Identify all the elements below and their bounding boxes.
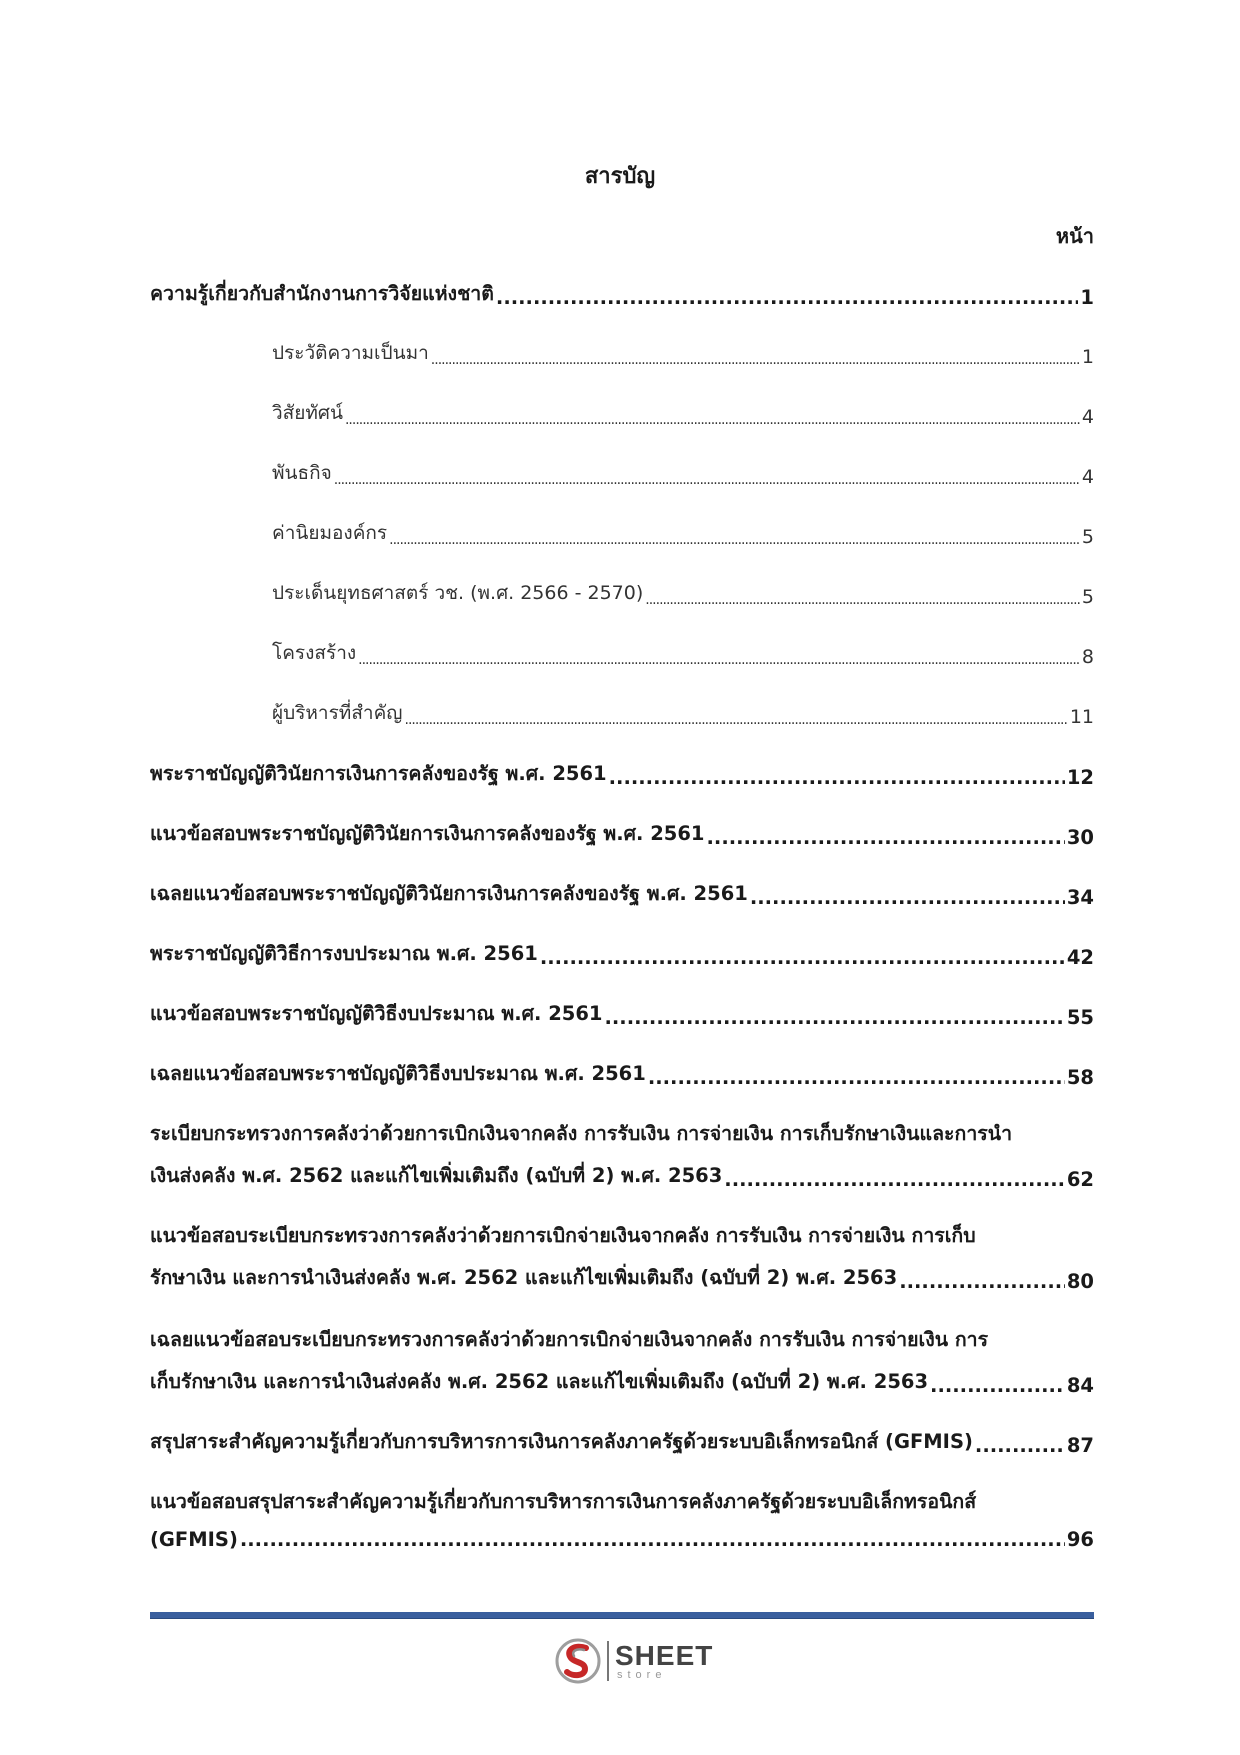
toc-entry-title: เฉลยแนวข้อสอบพระราชบัญญัติวิธีงบประมาณ พ.ศ. 2561 xyxy=(150,1062,646,1085)
toc-entry[interactable] xyxy=(150,278,1094,309)
toc-entry-title: ประเด็นยุทธศาสตร์ วช. (พ.ศ. 2566 - 2570) xyxy=(272,582,644,604)
toc-entry-page: 5 xyxy=(1081,526,1094,548)
toc-entry-page: 4 xyxy=(1081,406,1094,428)
toc-entry-title: ความรู้เกี่ยวกับสำนักงานการวิจัยแห่งชาติ xyxy=(150,282,494,305)
toc-entry-page: 8 xyxy=(1081,646,1094,668)
toc-entry-page: 84 xyxy=(1066,1374,1094,1397)
toc-entry-title-line1: แนวข้อสอบระเบียบกระทรวงการคลังว่าด้วยการเบิกจ่ายเงินจากคลัง การรับเงิน การจ่ายเงิน การเก็บ xyxy=(150,1224,976,1247)
logo-separator xyxy=(607,1641,609,1681)
toc-entry-title: รักษาเงิน และการนำเงินส่งคลัง พ.ศ. 2562 และแก้ไขเพิ่มเติมถึง (ฉบับที่ 2) พ.ศ. 2563 xyxy=(150,1266,898,1289)
toc-entry-title: แนวข้อสอบพระราชบัญญัติวินัยการเงินการคลังของรัฐ พ.ศ. 2561 xyxy=(150,822,705,845)
toc-entry-title-line1: ระเบียบกระทรวงการคลังว่าด้วยการเบิกเงินจากคลัง การรับเงิน การจ่ายเงิน การเก็บรักษาเงินและการนำ xyxy=(150,1122,1013,1145)
toc-leader-dots xyxy=(389,532,1080,548)
toc-entry-title: พันธกิจ xyxy=(272,462,332,484)
toc-entry-title: เฉลยแนวข้อสอบพระราชบัญญัติวินัยการเงินการคลังของรัฐ พ.ศ. 2561 xyxy=(150,882,748,905)
toc-leader-dots xyxy=(431,352,1080,368)
toc-leader-dots xyxy=(645,592,1080,608)
toc-entry-page: 1 xyxy=(1080,286,1094,309)
toc-entry-page: 42 xyxy=(1066,946,1094,969)
toc-entry-page: 34 xyxy=(1066,886,1094,909)
page-title: สารบัญ xyxy=(584,164,656,189)
toc-entry-title: พระราชบัญญัติวิธีการงบประมาณ พ.ศ. 2561 xyxy=(150,942,538,965)
footer-divider xyxy=(150,1612,1094,1619)
toc-leader-dots xyxy=(899,1270,1065,1293)
toc-entry-title: เก็บรักษาเงิน และการนำเงินส่งคลัง พ.ศ. 2562 และแก้ไขเพิ่มเติมถึง (ฉบับที่ 2) พ.ศ. 2563 xyxy=(150,1370,929,1393)
toc-subentry[interactable] xyxy=(150,698,1094,728)
toc-entry-page: 1 xyxy=(1081,346,1094,368)
toc-entry-page: 4 xyxy=(1081,466,1094,488)
toc-leader-dots xyxy=(345,412,1080,428)
toc-entry-title: สรุปสาระสำคัญความรู้เกี่ยวกับการบริหารการเงินการคลังภาครัฐด้วยระบบอิเล็กทรอนิกส์ (GFMIS) xyxy=(150,1430,973,1453)
toc-entry[interactable] xyxy=(150,998,1094,1029)
toc-leader-dots xyxy=(724,1168,1065,1191)
toc-leader-dots xyxy=(707,826,1065,849)
toc-entry-page: 30 xyxy=(1066,826,1094,849)
toc-subentry[interactable] xyxy=(150,518,1094,548)
toc-entry-page: 62 xyxy=(1066,1168,1094,1191)
toc-entry-page: 12 xyxy=(1066,766,1094,789)
toc-entry-title: ประวัติความเป็นมา xyxy=(272,342,429,364)
toc-entry[interactable] xyxy=(150,1262,1094,1293)
sheet-store-logo-icon xyxy=(555,1636,601,1686)
logo-subword: store xyxy=(617,1668,667,1681)
logo-text xyxy=(615,1639,714,1681)
toc-leader-dots xyxy=(930,1374,1065,1397)
toc-entry-title: โครงสร้าง xyxy=(272,642,357,664)
toc-entry-page: 5 xyxy=(1081,586,1094,608)
toc-leader-dots xyxy=(405,712,1068,728)
toc-entry-page: 55 xyxy=(1066,1006,1094,1029)
toc-leader-dots xyxy=(540,946,1065,969)
toc-entry-title: (GFMIS) xyxy=(150,1528,238,1551)
toc-leader-dots xyxy=(358,652,1080,668)
toc-leader-dots xyxy=(975,1434,1065,1457)
toc-entry-page: 58 xyxy=(1066,1066,1094,1089)
toc-entry[interactable] xyxy=(150,818,1094,849)
toc-subentry[interactable] xyxy=(150,578,1094,608)
toc-entry-page: 96 xyxy=(1066,1528,1094,1551)
toc-entry-title: วิสัยทัศน์ xyxy=(272,402,343,424)
toc-subentry[interactable] xyxy=(150,338,1094,368)
sheet-store-logo xyxy=(555,1636,713,1686)
toc-leader-dots xyxy=(240,1528,1065,1551)
page-column-label: หน้า xyxy=(1055,224,1094,248)
toc-entry-title: ค่านิยมองค์กร xyxy=(272,522,388,544)
toc-entry[interactable] xyxy=(150,1058,1094,1089)
toc-entry[interactable] xyxy=(150,1528,1094,1551)
toc-entry[interactable] xyxy=(150,878,1094,909)
toc-entry-title: พระราชบัญญัติวินัยการเงินการคลังของรัฐ พ.ศ. 2561 xyxy=(150,762,607,785)
toc-entry-page: 80 xyxy=(1066,1270,1094,1293)
toc-entry[interactable] xyxy=(150,938,1094,969)
toc-leader-dots xyxy=(334,472,1080,488)
toc-entry-page: 11 xyxy=(1069,706,1094,728)
toc-entry-title-line1: เฉลยแนวข้อสอบระเบียบกระทรวงการคลังว่าด้วยการเบิกจ่ายเงินจากคลัง การรับเงิน การจ่ายเงิน การ xyxy=(150,1328,989,1351)
toc-entry-page: 87 xyxy=(1066,1434,1094,1457)
toc-entry[interactable] xyxy=(150,1160,1094,1191)
toc-entry[interactable] xyxy=(150,758,1094,789)
toc-leader-dots xyxy=(750,886,1065,909)
toc-subentry[interactable] xyxy=(150,638,1094,668)
toc-leader-dots xyxy=(604,1006,1064,1029)
toc-subentry[interactable] xyxy=(150,398,1094,428)
toc-leader-dots xyxy=(648,1066,1065,1089)
toc-entry[interactable] xyxy=(150,1366,1094,1397)
toc-subentry[interactable] xyxy=(150,458,1094,488)
toc-entry-title: ผู้บริหารที่สำคัญ xyxy=(272,702,403,724)
toc-entry[interactable] xyxy=(150,1426,1094,1457)
toc-entry-title: เงินส่งคลัง พ.ศ. 2562 และแก้ไขเพิ่มเติมถึง (ฉบับที่ 2) พ.ศ. 2563 xyxy=(150,1164,723,1187)
toc-entry-title-line1: แนวข้อสอบสรุปสาระสำคัญความรู้เกี่ยวกับการบริหารการเงินการคลังภาครัฐด้วยระบบอิเล็กทรอนิกส์ xyxy=(150,1490,977,1513)
toc-leader-dots xyxy=(496,286,1079,309)
toc-leader-dots xyxy=(609,766,1065,789)
logo-word: SHEET xyxy=(615,1639,714,1671)
toc-entry-title: แนวข้อสอบพระราชบัญญัติวิธีงบประมาณ พ.ศ. 2561 xyxy=(150,1002,603,1025)
